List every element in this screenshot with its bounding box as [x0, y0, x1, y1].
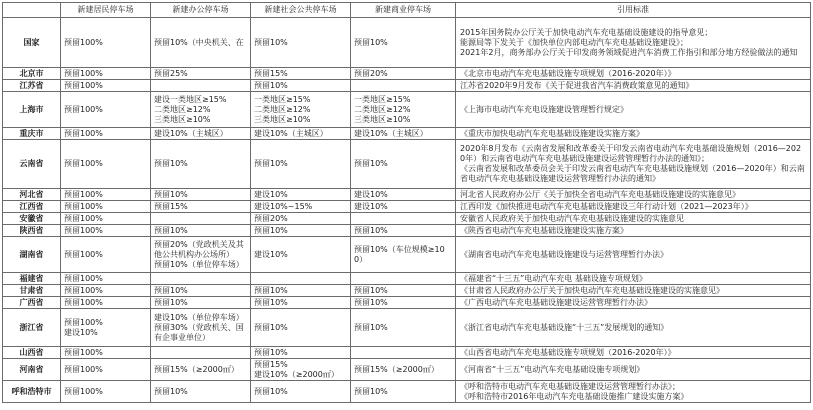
public-parking-cell [251, 285, 351, 297]
region-name: 河南省 [19, 364, 44, 374]
office-parking-cell [151, 140, 251, 189]
requirement-text: 预留10%（单位停车场） [154, 259, 244, 269]
commercial-parking-cell [351, 68, 456, 80]
public-parking-cell [251, 347, 351, 359]
requirement-text: 预留10%（车位规模≥100） [354, 244, 445, 264]
requirement-text: 预留10% [354, 297, 388, 307]
requirement-text: 预留30%（党政机关、国有企事业单位） [154, 322, 244, 342]
requirement-text: 预留100% [64, 80, 103, 90]
region-cell [3, 189, 61, 201]
reference-text: 《浙江省电动汽车充电基础设施“十三五”发展规划的通知》 [460, 322, 669, 332]
commercial-parking-cell [351, 273, 456, 285]
region-name: 陕西省 [19, 225, 44, 235]
commercial-parking-cell [351, 189, 456, 201]
office-parking-cell [151, 201, 251, 213]
reference-text: 《甘肃省人民政府办公厅关于加快电动汽车充电基础设施建设的实施意见》 [460, 285, 724, 295]
requirement-text: 三类地区≥10% [154, 114, 211, 124]
region-name: 云南省 [19, 159, 44, 168]
residential-parking-cell [61, 225, 151, 237]
public-parking-cell [251, 92, 351, 128]
commercial-parking-cell [351, 359, 456, 381]
residential-parking-cell [61, 359, 151, 381]
requirement-text: 建设10%（≥2000㎡） [254, 369, 339, 379]
requirement-text: 一类地区≥15% [354, 94, 411, 104]
residential-parking-cell [61, 68, 151, 80]
requirement-text: 预留100% [64, 213, 103, 223]
requirement-text: 建设10%（单位停车场） [154, 312, 244, 322]
column-header [251, 3, 351, 18]
requirement-text: 预留100% [64, 364, 103, 374]
reference-text: 《湖南省电动汽车充电基础设施建设与运营管理暂行办法》 [460, 249, 668, 259]
requirement-text: 预留10% [254, 285, 288, 295]
reference-standard-cell [456, 225, 811, 237]
commercial-parking-cell [351, 381, 456, 403]
public-parking-cell [251, 309, 351, 347]
residential-parking-cell [61, 347, 151, 359]
office-parking-cell [151, 273, 251, 285]
reference-text: 《广西电动汽车充电基础设施建设运营管理暂行办法》 [460, 297, 652, 307]
region-cell [3, 140, 61, 189]
reference-text: 《上海市电动汽车充电设施建设管理暂行规定》 [460, 104, 628, 114]
office-parking-cell [151, 68, 251, 80]
public-parking-cell [251, 189, 351, 201]
public-parking-cell [251, 381, 351, 403]
requirement-text: 建设10%（主城区） [354, 128, 428, 138]
reference-text: 《呼和浩特市2016年电动汽车充电基础设施推广建设实施方案》 [460, 391, 689, 401]
requirement-text: 预留10% [154, 225, 188, 235]
residential-parking-cell [61, 237, 151, 273]
commercial-parking-cell [351, 201, 456, 213]
reference-standard-cell [456, 381, 811, 403]
region-cell [3, 359, 61, 381]
requirement-text: 预留100% [64, 68, 103, 78]
residential-parking-cell [61, 201, 151, 213]
public-parking-cell [251, 237, 351, 273]
reference-standard-cell [456, 297, 811, 309]
region-name: 上海市 [19, 104, 44, 114]
reference-standard-cell [456, 285, 811, 297]
reference-text: 2020年8月发布《云南省发展和改革委关于印发云南省电动汽车充电基础设施规划（2016—2020年）和云南省电动汽车充电基础设施建设运营管理暂行办法的通知》； [460, 144, 802, 163]
requirement-text: 建设一类地区≥15% [154, 94, 227, 104]
region-name: 江苏省 [19, 80, 44, 90]
requirement-text: 预留25% [154, 68, 188, 78]
region-name: 河北省 [19, 189, 44, 199]
region-cell [3, 213, 61, 225]
requirement-text: 预留100% [64, 37, 103, 47]
region-cell [3, 92, 61, 128]
requirement-text: 建设10% [64, 327, 98, 337]
public-parking-cell [251, 225, 351, 237]
reference-standard-cell [456, 80, 811, 92]
region-cell [3, 68, 61, 80]
region-cell [3, 309, 61, 347]
reference-text: 《北京市电动汽车充电基础设施专项规划（2016-2020年）》 [460, 68, 676, 78]
requirement-text: 预留10% [254, 347, 288, 357]
reference-standard-cell [456, 92, 811, 128]
column-header-label: 新建商业停车场 [375, 5, 431, 14]
office-parking-cell [151, 18, 251, 68]
office-parking-cell [151, 359, 251, 381]
table-row [3, 347, 811, 359]
region-cell [3, 347, 61, 359]
residential-parking-cell [61, 285, 151, 297]
requirement-text: 二类地区≥12% [154, 104, 211, 114]
requirement-text: 二类地区≥12% [254, 104, 311, 114]
requirement-text: 预留10% [154, 189, 188, 199]
requirement-text: 预留10% [254, 322, 288, 332]
table-row [3, 359, 811, 381]
residential-parking-cell [61, 80, 151, 92]
region-cell [3, 273, 61, 285]
requirement-text: 预留15%（≥2000㎡） [154, 364, 239, 374]
commercial-parking-cell [351, 285, 456, 297]
requirement-text: 建设10% [354, 189, 388, 199]
office-parking-cell [151, 381, 251, 403]
reference-text: 《山西省电动汽车充电基础设施专项规划（2016-2020年）》 [460, 347, 676, 357]
residential-parking-cell [61, 128, 151, 140]
public-parking-cell [251, 213, 351, 225]
column-header-label: 引用标准 [617, 5, 649, 14]
region-cell [3, 237, 61, 273]
reference-text: 2021年2月，商务部办公厅关于印发商务领域促进汽车消费工作指引和部分地方经验做法的通知 [460, 47, 798, 57]
reference-standard-cell [456, 309, 811, 347]
residential-parking-cell [61, 297, 151, 309]
requirement-text: 预留10% [354, 225, 388, 235]
reference-text: 《呼和浩特市电动汽车充电基础设施建设运营管理暂行办法》； [460, 381, 680, 391]
commercial-parking-cell [351, 309, 456, 347]
requirement-text: 预留100% [64, 189, 103, 199]
office-parking-cell [151, 189, 251, 201]
table-row [3, 201, 811, 213]
region-cell [3, 18, 61, 68]
reference-standard-cell [456, 189, 811, 201]
residential-parking-cell [61, 381, 151, 403]
requirement-text: 预留10% [354, 37, 388, 47]
table-row [3, 128, 811, 140]
requirement-text: 预留100% [64, 201, 103, 211]
table-row [3, 285, 811, 297]
table-row [3, 68, 811, 80]
public-parking-cell [251, 359, 351, 381]
reference-text: 河北省人民政府办公厅《关于加快全省电动汽车充电基础设施建设的实施意见》 [460, 189, 740, 199]
table-row [3, 273, 811, 285]
requirement-text: 预留10%（中央机关、在 [154, 37, 244, 47]
requirement-text: 预留10% [254, 159, 288, 168]
requirement-text: 三类地区≥10% [354, 114, 411, 124]
table-row [3, 140, 811, 189]
requirement-text: 预留10% [154, 285, 188, 295]
table-row [3, 237, 811, 273]
requirement-text: 预留10% [254, 80, 288, 90]
commercial-parking-cell [351, 297, 456, 309]
region-cell [3, 285, 61, 297]
requirement-text: 三类地区≥10% [254, 114, 311, 124]
requirement-text: 预留10% [254, 386, 288, 396]
office-parking-cell [151, 213, 251, 225]
residential-parking-cell [61, 213, 151, 225]
region-name: 山西省 [19, 347, 44, 357]
office-parking-cell [151, 297, 251, 309]
public-parking-cell [251, 140, 351, 189]
office-parking-cell [151, 237, 251, 273]
requirement-text: 预留100% [64, 159, 103, 168]
table-row [3, 297, 811, 309]
reference-standard-cell [456, 237, 811, 273]
residential-parking-cell [61, 18, 151, 68]
region-cell [3, 297, 61, 309]
requirement-text: 建设10% [254, 189, 288, 199]
reference-text: 江苏省2020年9月发布《关于促进我省汽车消费政策意见的通知》 [460, 80, 694, 90]
region-name: 安徽省 [19, 213, 44, 223]
table-row [3, 309, 811, 347]
reference-text: 安徽省人民政府关于加快电动汽车充电基础设施建设的实施意见 [460, 213, 684, 223]
region-name: 北京市 [19, 68, 44, 78]
requirement-text: 预留10% [154, 297, 188, 307]
requirement-text: 预留100% [64, 104, 103, 114]
requirement-text: 预留100% [64, 347, 103, 357]
region-name: 甘肃省 [19, 285, 44, 295]
requirement-text: 二类地区≥12% [354, 104, 411, 114]
residential-parking-cell [61, 309, 151, 347]
commercial-parking-cell [351, 92, 456, 128]
requirement-text: 预留100% [64, 386, 103, 396]
commercial-parking-cell [351, 225, 456, 237]
requirement-text: 预留15% [254, 359, 288, 369]
reference-standard-cell [456, 359, 811, 381]
table-row [3, 80, 811, 92]
requirement-text: 预留10% [354, 322, 388, 332]
region-cell [3, 225, 61, 237]
office-parking-cell [151, 225, 251, 237]
office-parking-cell [151, 80, 251, 92]
commercial-parking-cell [351, 18, 456, 68]
requirement-text: 建设10%（主城区） [254, 128, 328, 138]
column-header [456, 3, 811, 18]
region-name: 国家 [23, 37, 40, 47]
requirement-text: 预留100% [64, 225, 103, 235]
column-header-label: 新建居民停车场 [77, 5, 134, 14]
table-row [3, 189, 811, 201]
table-row [3, 225, 811, 237]
table-header-row [3, 3, 811, 18]
public-parking-cell [251, 68, 351, 80]
region-name: 呼和浩特市 [11, 386, 52, 396]
requirement-text: 建设10% [254, 249, 288, 259]
table-row [3, 92, 811, 128]
requirement-text: 建设10% [354, 201, 388, 211]
policy-table [2, 2, 811, 403]
reference-standard-cell [456, 201, 811, 213]
requirement-text: 一类地区≥15% [254, 94, 311, 104]
reference-text: 《福建省“十三五”电动汽车充电 基础设施专项规划》 [460, 273, 647, 283]
requirement-text: 预留100% [64, 273, 103, 283]
reference-standard-cell [456, 128, 811, 140]
region-cell [3, 80, 61, 92]
region-cell [3, 201, 61, 213]
reference-text: 《河南省“十三五”电动汽车充电基础设施专项规划》 [460, 364, 645, 374]
public-parking-cell [251, 273, 351, 285]
commercial-parking-cell [351, 80, 456, 92]
requirement-text: 预留20% [354, 68, 388, 78]
reference-standard-cell [456, 18, 811, 68]
requirement-text: 预留10% [354, 159, 388, 168]
column-header-label: 新建社会公共停车场 [264, 5, 337, 14]
requirement-text: 预留100% [64, 128, 103, 138]
requirement-text: 预留20%（党政机关及其他公共机构办公场所） [154, 239, 244, 259]
column-header-label: 新建办公停车场 [172, 5, 229, 14]
region-name: 湖南省 [19, 249, 44, 259]
region-name: 广西省 [19, 297, 44, 307]
region-cell [3, 128, 61, 140]
requirement-text: 建设10%~15% [254, 201, 313, 211]
requirement-text: 预留10% [154, 159, 188, 168]
region-name: 福建省 [19, 273, 44, 283]
requirement-text: 预留10% [254, 37, 288, 47]
office-parking-cell [151, 309, 251, 347]
commercial-parking-cell [351, 140, 456, 189]
region-column-header [3, 3, 61, 18]
requirement-text: 预留100% [64, 249, 103, 259]
reference-standard-cell [456, 140, 811, 189]
region-cell [3, 381, 61, 403]
public-parking-cell [251, 128, 351, 140]
region-name: 江西省 [19, 201, 44, 211]
requirement-text: 预留10% [354, 285, 388, 295]
office-parking-cell [151, 285, 251, 297]
requirement-text: 预留10% [354, 386, 388, 396]
column-header [351, 3, 456, 18]
reference-standard-cell [456, 68, 811, 80]
requirement-text: 预留10% [254, 225, 288, 235]
commercial-parking-cell [351, 237, 456, 273]
office-parking-cell [151, 347, 251, 359]
commercial-parking-cell [351, 347, 456, 359]
column-header [61, 3, 151, 18]
residential-parking-cell [61, 273, 151, 285]
requirement-text: 预留20% [254, 213, 288, 223]
residential-parking-cell [61, 189, 151, 201]
public-parking-cell [251, 18, 351, 68]
reference-standard-cell [456, 273, 811, 285]
region-name: 浙江省 [19, 322, 44, 332]
requirement-text: 预留100% [64, 297, 103, 307]
requirement-text: 预留15% [254, 68, 288, 78]
requirement-text: 预留15% [154, 201, 188, 211]
requirement-text: 预留10% [154, 386, 188, 396]
region-name: 重庆市 [19, 128, 44, 138]
reference-text: 《重庆市加快电动汽车充电基础设施建设实施方案》 [460, 128, 644, 138]
reference-standard-cell [456, 347, 811, 359]
reference-text: 能源局等下发关于《加快单位内部电动汽车充电基础设施建设》； [460, 37, 688, 47]
column-header [151, 3, 251, 18]
table-row [3, 381, 811, 403]
residential-parking-cell [61, 92, 151, 128]
commercial-parking-cell [351, 213, 456, 225]
public-parking-cell [251, 297, 351, 309]
office-parking-cell [151, 128, 251, 140]
requirement-text: 预留10% [254, 297, 288, 307]
public-parking-cell [251, 201, 351, 213]
reference-text: 《云南省发展和改革委员会关于印发云南省电动汽车充电基础设施规划（2016—2020年）和云南省电动汽车充电基础设施建设运营管理暂行办法的通知》 [460, 164, 805, 183]
table-row [3, 213, 811, 225]
table-row [3, 18, 811, 68]
reference-standard-cell [456, 213, 811, 225]
commercial-parking-cell [351, 128, 456, 140]
reference-text: 江西印发《加快推进电动汽车充电基础设施建设三年行动计划（2021—2023年）》 [460, 201, 753, 211]
requirement-text: 预留100% [64, 317, 103, 327]
requirement-text: 建设10%（主城区） [154, 128, 228, 138]
public-parking-cell [251, 80, 351, 92]
reference-text: 《陕西省电动汽车充电基础设施建设实施方案》 [460, 225, 628, 235]
reference-text: 2015年国务院办公厅关于加快电动汽车充电基础设施建设的指导意见； [460, 27, 713, 37]
residential-parking-cell [61, 140, 151, 189]
requirement-text: 预留15%（≥2000㎡） [354, 364, 439, 374]
office-parking-cell [151, 92, 251, 128]
requirement-text: 预留100% [64, 285, 103, 295]
